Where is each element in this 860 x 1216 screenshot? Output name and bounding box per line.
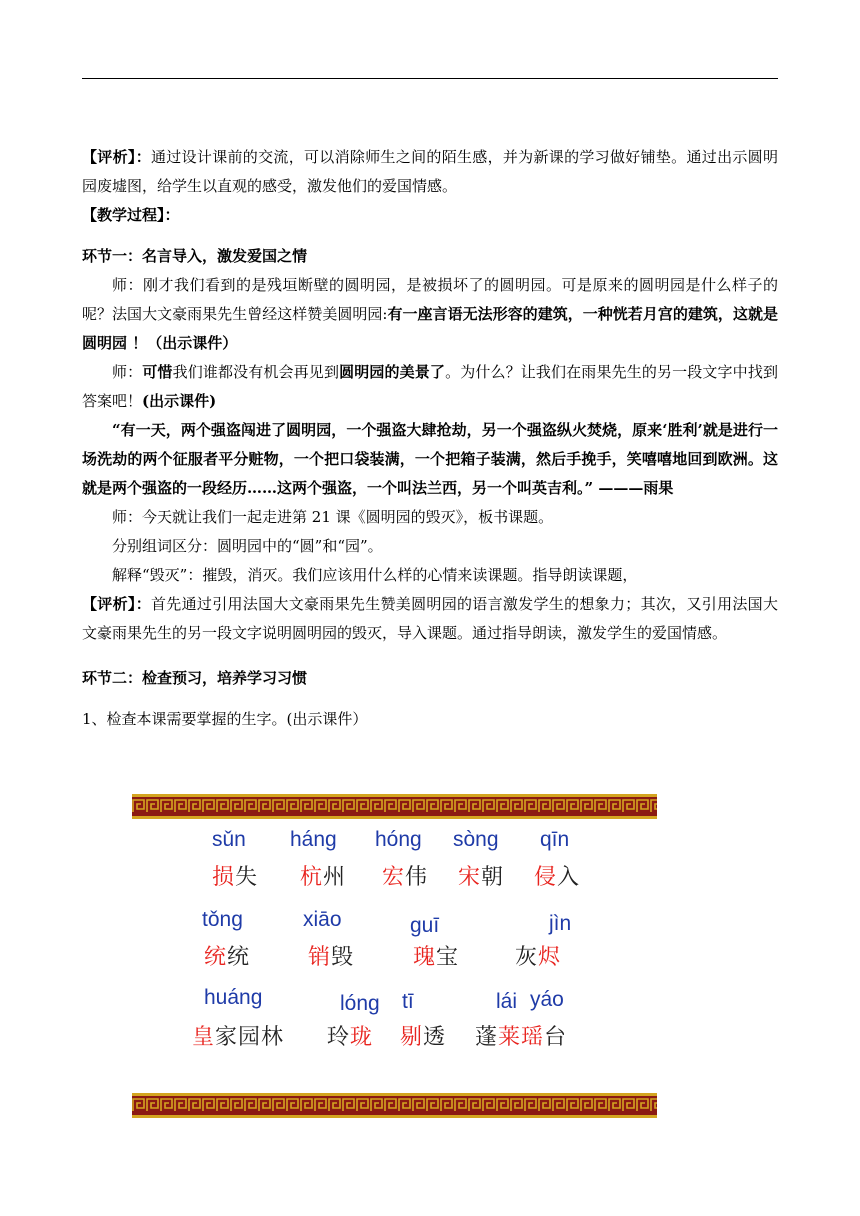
vocabulary-slide xyxy=(132,794,657,1118)
new-character: 统 xyxy=(204,945,228,970)
paragraph xyxy=(82,201,778,230)
bold-text: 【评析】： xyxy=(82,595,151,613)
known-character: 朝 xyxy=(481,865,505,890)
known-character: 失 xyxy=(235,865,259,890)
vocab-word xyxy=(413,940,459,971)
paragraph xyxy=(82,143,778,201)
body-text: 师：今天就让我们一起走进第 21 课《圆明园的毁灭》，板书课题。 xyxy=(112,508,554,526)
known-character: 入 xyxy=(557,865,581,890)
header-rule xyxy=(82,78,778,79)
pinyin: sòng xyxy=(453,828,499,851)
pinyin: xiāo xyxy=(303,908,342,931)
pinyin: sǔn xyxy=(212,828,246,851)
slide-border-top xyxy=(132,794,657,819)
bold-text: 环节一：名言导入，激发爱国之情 xyxy=(82,247,308,265)
vocab-word xyxy=(534,860,580,891)
bold-text: 圆明园的美景了 xyxy=(339,363,446,381)
new-character: 珑 xyxy=(350,1025,374,1050)
vocab-word xyxy=(308,940,354,971)
greek-key-pattern xyxy=(132,1096,657,1115)
pinyin: huáng xyxy=(204,986,263,1009)
new-character: 宋 xyxy=(458,865,482,890)
vocab-word xyxy=(382,860,428,891)
known-character: 玲 xyxy=(327,1025,351,1050)
body-text: 1、检查本课需要掌握的生字。(出示课件） xyxy=(82,710,368,728)
body-text: 。为什么？让我们在雨果先生的另一段文字中找到答案吧！ xyxy=(82,363,778,410)
paragraph xyxy=(82,242,778,271)
paragraph xyxy=(82,503,778,532)
new-character: 杭 xyxy=(300,865,324,890)
known-character: 家园林 xyxy=(215,1025,285,1050)
vocab-word xyxy=(212,860,258,891)
bold-text: 环节二：检查预习，培养学习习惯 xyxy=(82,669,308,687)
paragraph xyxy=(82,590,778,648)
pinyin: lái xyxy=(496,990,518,1013)
bold-text: (出示课件) xyxy=(142,392,217,410)
slide-border-bottom xyxy=(132,1093,657,1118)
vocab-word xyxy=(327,1020,373,1051)
paragraph xyxy=(82,271,778,358)
known-character: 透 xyxy=(423,1025,447,1050)
bold-text: “有一天，两个强盗闯进了圆明园，一个强盗大肆抢劫，另一个强盗纵火焚烧，原来‘胜利’就是进行一场洗劫的两个征服者平分赃物，一个把口袋装满，一个把箱子装满，然后手挽手，笑嘻嘻地回到欧洲。这就是两个强盗的一段经历……这两个强盗，一个叫法兰西，另一个叫英吉利。” ———雨果 xyxy=(82,421,778,497)
pinyin: háng xyxy=(290,828,337,851)
body-text: 通过设计课前的交流，可以消除师生之间的陌生感，并为新课的学习做好铺垫。通过出示圆明园废墟图，给学生以直观的感受，激发他们的爱国情感。 xyxy=(82,148,778,195)
body-text: 我们谁都没有机会再见到 xyxy=(172,363,340,381)
vocab-word xyxy=(475,1020,567,1051)
body-text: 师： xyxy=(112,363,143,381)
pinyin: yáo xyxy=(530,988,564,1011)
new-character: 烬 xyxy=(538,945,562,970)
vocab-word xyxy=(458,860,504,891)
known-character: 伟 xyxy=(405,865,429,890)
vocab-word xyxy=(400,1020,446,1051)
paragraph-spacer xyxy=(82,693,778,705)
bold-text: 【教学过程】： xyxy=(82,206,180,224)
bold-text: 可惜 xyxy=(142,363,173,381)
known-character: 蓬 xyxy=(475,1025,499,1050)
vocab-word xyxy=(204,940,250,971)
pinyin: guī xyxy=(410,914,440,937)
new-character: 侵 xyxy=(534,865,558,890)
new-character: 皇 xyxy=(192,1025,216,1050)
paragraph xyxy=(82,705,778,734)
known-character: 州 xyxy=(323,865,347,890)
known-character: 宝 xyxy=(436,945,460,970)
paragraph xyxy=(82,416,778,503)
body-text: 首先通过引用法国大文豪雨果先生赞美圆明园的语言激发学生的想象力；其次，又引用法国大文豪雨果先生的另一段文字说明圆明园的毁灭，导入课题。通过指导朗读，激发学生的爱国情感。 xyxy=(82,595,778,642)
paragraph xyxy=(82,561,778,590)
new-character: 宏 xyxy=(382,865,406,890)
pinyin: hóng xyxy=(375,828,422,851)
vocab-word xyxy=(192,1020,284,1051)
known-character: 台 xyxy=(544,1025,568,1050)
new-character: 瑰 xyxy=(413,945,437,970)
greek-key-pattern xyxy=(132,797,657,816)
known-character: 毁 xyxy=(331,945,355,970)
pinyin: tī xyxy=(402,990,414,1013)
paragraph-spacer xyxy=(82,648,778,664)
paragraph xyxy=(82,664,778,693)
pinyin: tǒng xyxy=(202,908,243,931)
vocab-word xyxy=(515,940,561,971)
known-character: 统 xyxy=(227,945,251,970)
paragraph xyxy=(82,358,778,416)
paragraph xyxy=(82,532,778,561)
new-character: 损 xyxy=(212,865,236,890)
bold-text: 【评析】： xyxy=(82,148,151,166)
paragraph-spacer xyxy=(82,230,778,242)
known-character: 灰 xyxy=(515,945,539,970)
new-character: 剔 xyxy=(400,1025,424,1050)
pinyin: qīn xyxy=(540,828,570,851)
document-body xyxy=(82,143,778,734)
bold-text: 有一座言语无法形容的建筑，一种恍若月宫的建筑，这就是圆明园 ！（出示课件） xyxy=(82,305,778,352)
body-text: 师：刚才我们看到的是残垣断壁的圆明园，是被损坏了的圆明园。可是原来的圆明园是什么样子的呢？法国大文豪雨果先生曾经这样赞美圆明园: xyxy=(82,276,778,323)
pinyin: lóng xyxy=(340,992,380,1015)
body-text: 解释“毁灭”：摧毁，消灭。我们应该用什么样的心情来读课题。指导朗读课题， xyxy=(112,566,638,584)
body-text: 分别组词区分：圆明园中的“圆”和“园”。 xyxy=(112,537,383,555)
new-character: 销 xyxy=(308,945,332,970)
pinyin: jìn xyxy=(549,912,572,935)
new-character: 莱瑶 xyxy=(498,1025,545,1050)
vocab-word xyxy=(300,860,346,891)
